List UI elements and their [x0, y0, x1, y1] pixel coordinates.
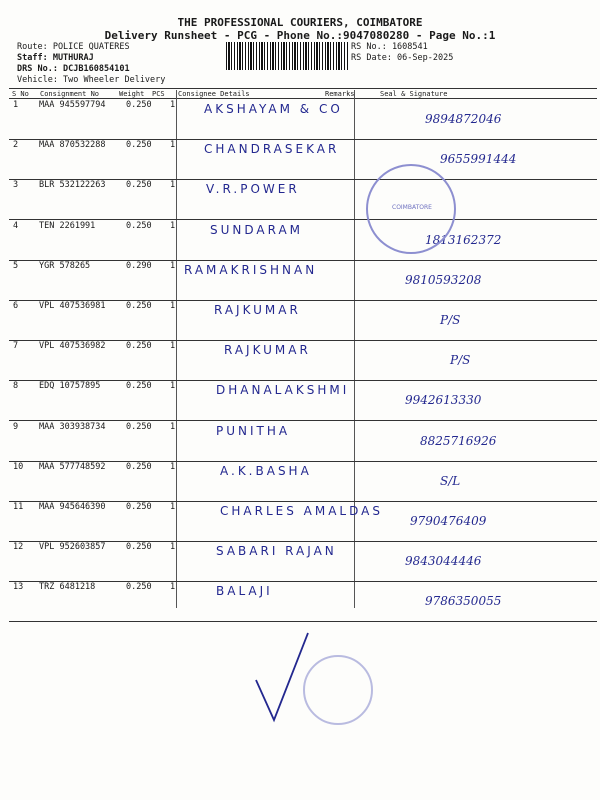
row-pcs: 1	[170, 461, 176, 472]
rs-number: RS No.: 1608541	[351, 42, 428, 52]
row-consignee-name: AKSHAYAM & CO	[204, 102, 343, 116]
row-weight: 0.290	[126, 260, 152, 271]
header-divider	[9, 98, 597, 99]
row-pcs: 1	[170, 502, 176, 512]
row-divider	[9, 260, 597, 261]
row-weight: 0.250	[126, 542, 152, 553]
col-details: Consignee Details	[178, 90, 250, 98]
table-top-border	[9, 88, 597, 89]
row-consignee-name: BALAJI	[216, 584, 273, 599]
row-pcs: 1	[170, 180, 176, 191]
row-weight: 0.250	[126, 180, 152, 191]
row-sno: 5	[13, 260, 19, 271]
row-pcs: 1	[170, 341, 176, 352]
row-weight: 0.250	[126, 341, 152, 352]
row-signature: 9810593208	[405, 272, 482, 287]
row-pcs: 1	[170, 100, 176, 110]
row-sno: 13	[13, 582, 24, 593]
row-consignment: EDQ 10757895	[39, 381, 101, 392]
drs-number: DRS No.: DCJB160854101	[17, 64, 130, 74]
row-pcs: 1	[170, 220, 176, 231]
row-sno: 3	[13, 180, 19, 191]
row-consignee-name: RAJKUMAR	[214, 303, 301, 317]
row-pcs: 1	[170, 381, 176, 392]
office-stamp: COIMBATORE	[366, 164, 456, 254]
row-consignment: TEN 2261991	[39, 220, 96, 231]
row-signature: P/S	[440, 313, 461, 327]
col-consignment: Consignment No	[40, 90, 100, 98]
row-consignment: MAA 945646390	[39, 502, 106, 512]
row-sno: 8	[13, 381, 19, 392]
row-pcs: 1	[170, 542, 176, 553]
row-signature: S/L	[440, 473, 461, 488]
col-remarks: Remarks	[325, 90, 355, 98]
staff-label: Staff: MUTHURAJ	[17, 53, 94, 63]
row-divider	[9, 621, 597, 622]
row-consignee-name: CHANDRASEKAR	[204, 142, 340, 157]
row-weight: 0.250	[126, 461, 152, 472]
row-consignee-name: SABARI RAJAN	[216, 544, 337, 559]
row-sno: 12	[13, 542, 24, 553]
row-consignment: VPL 407536982	[39, 341, 106, 352]
row-consignment: MAA 303938734	[39, 421, 106, 432]
row-weight: 0.250	[126, 502, 152, 512]
col-sno: S No	[12, 90, 29, 98]
route-label: Route: POLICE QUATERES	[17, 42, 130, 52]
row-consignee-name: V.R.POWER	[206, 182, 300, 197]
delivery-mark	[250, 625, 390, 735]
row-consignee-name: A.K.BASHA	[220, 463, 312, 478]
row-consignee-name: SUNDARAM	[210, 222, 304, 237]
col-weight: Weight	[119, 90, 145, 98]
row-consignee-name: PUNITHA	[216, 423, 291, 438]
rs-date: RS Date: 06-Sep-2025	[351, 53, 454, 63]
row-pcs: 1	[170, 301, 176, 311]
row-consignment: MAA 945597794	[39, 100, 106, 110]
row-sno: 9	[13, 421, 19, 432]
row-consignment: TRZ 6481218	[39, 582, 96, 593]
row-signature: 1813162372	[425, 232, 502, 247]
row-signature: P/S	[450, 353, 471, 368]
row-sno: 11	[13, 502, 24, 512]
row-pcs: 1	[170, 260, 176, 271]
row-consignee-name: CHARLES AMALDAS	[220, 504, 383, 518]
row-sno: 2	[13, 140, 19, 151]
row-consignee-name: RAJKUMAR	[224, 343, 311, 358]
row-sno: 10	[13, 461, 24, 472]
row-sno: 7	[13, 341, 19, 352]
row-consignee-name: DHANALAKSHMI	[216, 383, 350, 398]
row-consignment: VPL 952603857	[39, 542, 106, 553]
row-consignment: BLR 532122263	[39, 180, 106, 191]
row-weight: 0.250	[126, 100, 152, 110]
row-signature: 9894872046	[425, 112, 502, 126]
row-signature: 9790476409	[410, 514, 487, 528]
col-pcs: PCS	[152, 90, 165, 98]
details-right-rule	[354, 90, 355, 608]
company-title: THE PROFESSIONAL COURIERS, COIMBATORE	[177, 16, 423, 29]
row-consignment: MAA 870532288	[39, 140, 106, 151]
row-signature: 8825716926	[420, 433, 497, 448]
barcode	[226, 42, 348, 70]
row-weight: 0.250	[126, 381, 152, 392]
row-signature: 9655991444	[440, 152, 517, 167]
row-pcs: 1	[170, 582, 176, 593]
details-left-rule	[176, 90, 177, 608]
runsheet-subtitle: Delivery Runsheet - PCG - Phone No.:9047080280 - Page No.:1	[104, 29, 496, 42]
row-weight: 0.250	[126, 220, 152, 231]
row-sno: 6	[13, 301, 19, 311]
row-sno: 4	[13, 220, 19, 231]
row-weight: 0.250	[126, 301, 152, 311]
row-sno: 1	[13, 100, 19, 110]
row-consignment: VPL 407536981	[39, 301, 106, 311]
row-divider	[9, 581, 597, 582]
vehicle-label: Vehicle: Two Wheeler Delivery	[17, 75, 166, 85]
row-pcs: 1	[170, 140, 176, 151]
row-weight: 0.250	[126, 421, 152, 432]
row-consignment: YGR 578265	[39, 260, 91, 271]
row-divider	[9, 219, 597, 220]
col-seal: Seal & Signature	[380, 90, 448, 98]
row-consignment: MAA 577748592	[39, 461, 106, 472]
row-signature: 9786350055	[425, 594, 502, 609]
row-weight: 0.250	[126, 582, 152, 593]
row-pcs: 1	[170, 421, 176, 432]
row-signature: 9843044446	[405, 554, 482, 569]
row-weight: 0.250	[126, 140, 152, 151]
row-signature: 9942613330	[405, 393, 482, 408]
row-consignee-name: RAMAKRISHNAN	[184, 262, 318, 277]
